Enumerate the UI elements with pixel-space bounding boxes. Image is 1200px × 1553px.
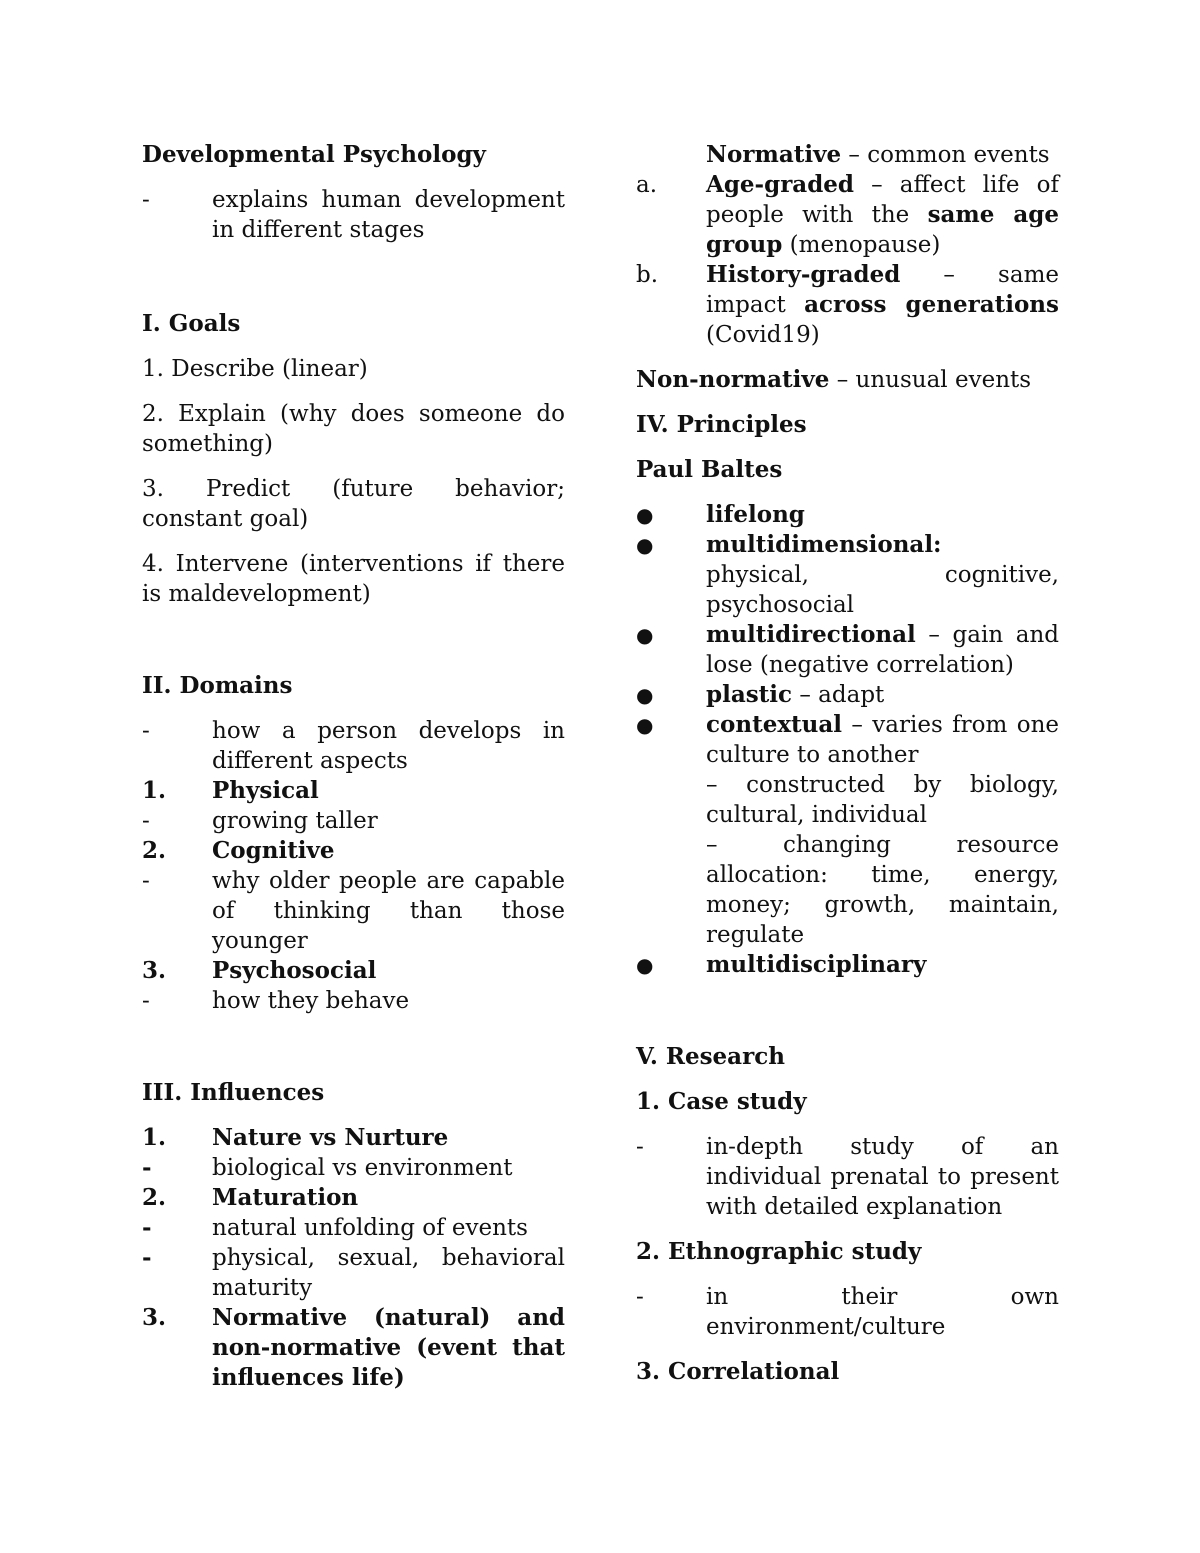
influence-name: Normative (natural) and non-normative (event that influences life): [212, 1304, 565, 1391]
domains-intro-text: how a person develops in different aspects: [212, 718, 565, 774]
sub-emphasis: across generations: [804, 291, 1059, 318]
number-marker: 3.: [142, 1304, 167, 1331]
domain-desc: [142, 866, 565, 956]
number-marker: 3.: [142, 957, 167, 984]
bullet-icon: ●: [636, 953, 654, 977]
research-desc: [636, 1132, 1059, 1222]
normative-line: [636, 140, 1059, 170]
dash-marker: -: [142, 187, 150, 213]
domain-name: Physical: [212, 777, 319, 804]
research-heading: V. Research: [636, 1043, 785, 1070]
sub-text: (Covid19): [706, 322, 820, 348]
goal-item: 1. Describe (linear): [142, 356, 368, 382]
domain-item: [142, 836, 565, 866]
principle-item: [636, 710, 1059, 950]
dash-marker: -: [142, 1154, 152, 1181]
principle-item: [636, 530, 1059, 620]
dash-marker: -: [142, 1214, 152, 1241]
domain-desc: [142, 986, 565, 1016]
influence-name: Nature vs Nurture: [212, 1124, 449, 1151]
domain-name: Cognitive: [212, 837, 335, 864]
domain-name: Psychosocial: [212, 957, 377, 984]
goals-heading: I. Goals: [142, 310, 241, 337]
document-title: Developmental Psychology: [142, 141, 486, 168]
influence-desc-text: physical, sexual, behavioral maturity: [212, 1245, 565, 1301]
principles-author: Paul Baltes: [636, 456, 783, 483]
normative-sub-item: [636, 170, 1059, 260]
number-marker: 1.: [142, 1124, 167, 1151]
principle-term: contextual: [706, 711, 843, 738]
influence-desc: [142, 1153, 565, 1183]
principle-item: [636, 620, 1059, 680]
principle-term: lifelong: [706, 501, 805, 528]
research-method: [636, 1237, 1059, 1267]
bullet-icon: ●: [636, 503, 654, 527]
sub-term: History-graded: [706, 261, 901, 288]
research-desc-text: in-depth study of an individual prenatal to present with detailed explanation: [706, 1134, 1059, 1220]
influence-desc-text: biological vs environment: [212, 1155, 513, 1181]
domain-desc-text: how they behave: [212, 988, 410, 1014]
domain-desc: [142, 806, 565, 836]
dash-marker: -: [142, 868, 150, 894]
influence-item: [142, 1123, 565, 1153]
right-column: [636, 140, 1059, 1387]
principle-def: – adapt: [792, 682, 885, 708]
research-desc: [636, 1282, 1059, 1342]
principle-term: plastic: [706, 681, 793, 708]
domains-heading: II. Domains: [142, 672, 293, 699]
sub-emphasis: same age group: [706, 201, 1060, 258]
dash-marker: -: [142, 718, 150, 744]
domains-intro: [142, 716, 565, 776]
sub-text: – same impact: [706, 262, 1059, 318]
principle-item: [636, 680, 1059, 710]
letter-marker: a.: [636, 172, 658, 198]
domain-item: [142, 776, 565, 806]
bullet-icon: ●: [636, 533, 654, 557]
influence-desc-text: natural unfolding of events: [212, 1215, 528, 1241]
influence-desc: [142, 1243, 565, 1303]
sub-term: Age-graded: [706, 171, 855, 198]
goal-item: 4. Intervene (interventions if there is maldevelopment): [142, 551, 565, 607]
influences-heading: III. Influences: [142, 1079, 325, 1106]
research-name: Correlational: [668, 1358, 840, 1385]
research-name: Case study: [668, 1088, 807, 1115]
bullet-icon: ●: [636, 683, 654, 707]
dash-marker: -: [636, 1284, 644, 1310]
principle-item: [636, 500, 1059, 530]
bullet-icon: ●: [636, 623, 654, 647]
normative-def: – common events: [841, 142, 1050, 168]
research-method: [636, 1087, 1059, 1117]
principle-item: [636, 950, 1059, 980]
number-marker: 2.: [142, 837, 167, 864]
influence-item: [142, 1183, 565, 1213]
research-num: 2.: [636, 1238, 661, 1265]
influence-name: Maturation: [212, 1184, 359, 1211]
dash-marker: -: [636, 1134, 644, 1160]
principle-term: multidisciplinary: [706, 951, 927, 978]
sub-text: – affect life of people with the: [706, 172, 1059, 228]
dash-marker: -: [142, 1244, 152, 1271]
contextual-extra: – changing resource allocation: time, energy, money; growth, maintain, regulate: [706, 832, 1059, 948]
research-desc-text: in their own environment/culture: [706, 1284, 1059, 1340]
number-marker: 2.: [142, 1184, 167, 1211]
letter-marker: b.: [636, 262, 659, 288]
research-name: Ethnographic study: [668, 1238, 922, 1265]
dash-marker: -: [142, 808, 150, 834]
normative-sub-item: [636, 260, 1059, 350]
domain-item: [142, 956, 565, 986]
influence-item: [142, 1303, 565, 1393]
non-normative-def: – unusual events: [829, 367, 1032, 393]
left-column: [142, 140, 565, 1393]
number-marker: 1.: [142, 777, 167, 804]
research-num: 3.: [636, 1358, 661, 1385]
principles-heading: IV. Principles: [636, 411, 807, 438]
dash-marker: -: [142, 988, 150, 1014]
non-normative-line: [636, 365, 1059, 395]
bullet-icon: ●: [636, 713, 654, 737]
goal-item: 2. Explain (why does someone do something): [142, 401, 565, 457]
sub-text: (menopause): [782, 232, 941, 258]
intro-item: [142, 185, 565, 245]
principle-def: physical, cognitive, psychosocial: [706, 562, 1059, 618]
principle-term: multidimensional:: [706, 531, 942, 558]
intro-text: explains human development in different stages: [212, 187, 565, 243]
contextual-extra: – constructed by biology, cultural, individual: [706, 772, 1059, 828]
influence-desc: [142, 1213, 565, 1243]
principle-def: – varies from one culture to another: [706, 712, 1059, 768]
domain-desc-text: why older people are capable of thinking than those younger: [212, 868, 565, 954]
non-normative-term: Non-normative: [636, 366, 830, 393]
goal-item: 3. Predict (future behavior; constant goal): [142, 476, 565, 532]
principle-def: – gain and lose (negative correlation): [706, 622, 1059, 678]
domain-desc-text: growing taller: [212, 808, 378, 834]
research-num: 1.: [636, 1088, 661, 1115]
principle-term: multidirectional: [706, 621, 916, 648]
research-method: [636, 1357, 1059, 1387]
normative-term: Normative: [706, 141, 842, 168]
